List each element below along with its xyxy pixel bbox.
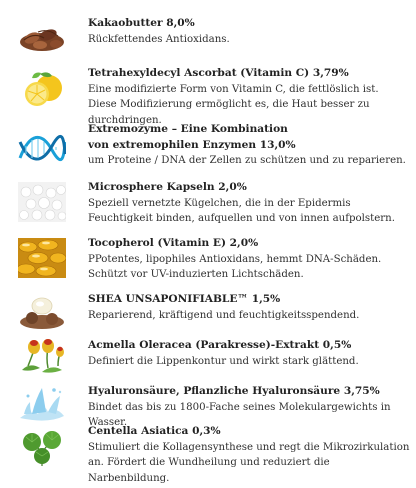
- ingredient-description: Rückfettendes Antioxidans.: [88, 33, 230, 45]
- centella-leaves-icon: [18, 428, 66, 468]
- ingredient-title: Centella Asiatica 0,3%: [88, 425, 221, 437]
- dna-helix-icon: [18, 128, 66, 168]
- ingredient-description: PPotentes, lipophiles Antioxidans, hemmt DNA-Schäden. Schützt vor UV-induzierten Lichtschäden.: [88, 253, 382, 280]
- ingredient-description: um Proteine / DNA der Zellen zu schützen und zu reparieren.: [88, 155, 406, 166]
- water-splash-icon: [18, 384, 66, 424]
- ingredient-description: Bindet das bis zu 1800-Fache seines Molekulargewichts in Wasser.: [88, 401, 391, 428]
- ingredient-description: Stimuliert die Kollagensynthese und regt die Mikrozirkulation an. Fördert die Wundheilung und reduziert die Narbenbildung.: [88, 441, 410, 484]
- ingredient-title: Acmella Oleracea (Parakresse)-Extrakt 0,5%: [88, 339, 352, 351]
- ingredient-title: Microsphere Kapseln 2,0%: [88, 181, 247, 193]
- acmella-flowers-icon: [18, 336, 66, 376]
- vitamin-e-capsules-icon: [18, 238, 66, 278]
- shea-nuts-icon: [18, 292, 66, 332]
- ingredient-title: Tetrahexyldecyl Ascorbat (Vitamin C) 3,79%: [88, 67, 349, 79]
- ingredient-title: Extremozyme – Eine Kombination von extremophilen Enzymen 13,0%: [88, 123, 296, 151]
- ingredient-description: Reparierend, kräftigend und feuchtigkeitsspendend.: [88, 309, 360, 321]
- cocoa-beans-icon: [18, 18, 66, 58]
- ingredient-description: Speziell vernetzte Kügelchen, die in der Epidermis Feuchtigkeit binden, aufquellen und von innen aufpolstern.: [88, 197, 395, 224]
- ingredient-title: Hyaluronsäure, Pflanzliche Hyaluronsäure 3,75%: [88, 385, 380, 397]
- microsphere-capsules-icon: [18, 182, 66, 222]
- ingredient-description: Eine modifizierte Form von Vitamin C, die fettlöslich ist. Diese Modifizierung ermöglicht es, die Haut besser zu durchdringen.: [88, 83, 379, 126]
- ingredient-title: Kakaobutter 8,0%: [88, 17, 195, 29]
- lemon-icon: [18, 68, 66, 108]
- ingredient-title: Tocopherol (Vitamin E) 2,0%: [88, 237, 259, 249]
- ingredient-title: SHEA UNSAPONIFIABLE™ 1,5%: [88, 293, 281, 305]
- ingredient-description: Definiert die Lippenkontur und wirkt stark glättend.: [88, 355, 359, 367]
